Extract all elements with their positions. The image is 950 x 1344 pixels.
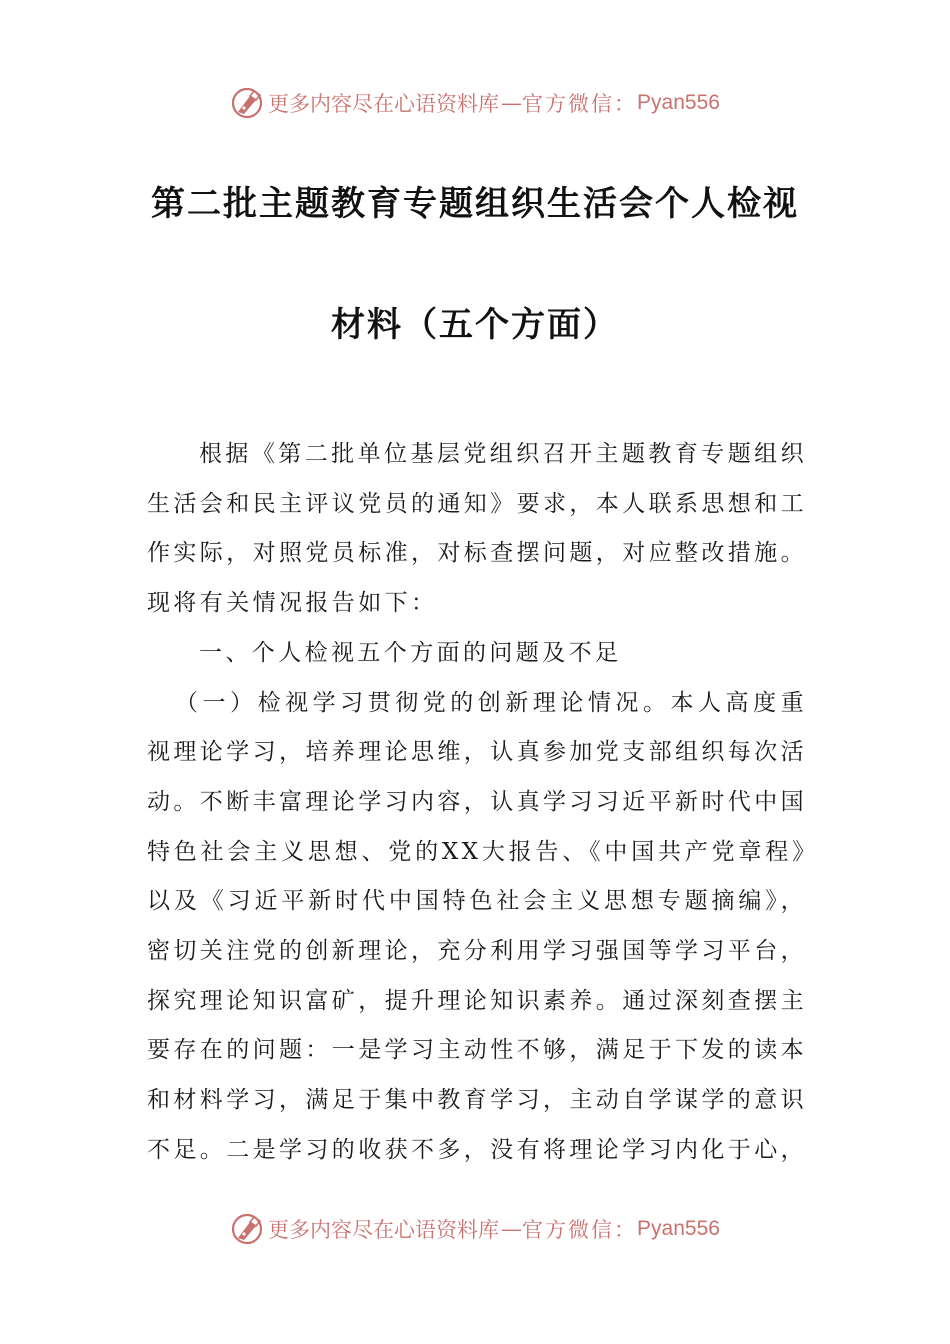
watermark-brand: 更多内容尽在心语资料库	[268, 92, 500, 116]
paragraph-intro: 根据《第二批单位基层党组织召开主题教育专题组织生活会和民主评议党员的通知》要求，本人联系思想和工作实际，对照党员标准，对标查摆问题，对应整改措施。现将有关情况报告如下：	[147, 441, 807, 617]
document-body	[147, 430, 807, 1176]
paragraph-section-1-1: （一）检视学习贯彻党的创新理论情况。本人高度重视理论学习，培养理论思维，认真参加党支部组织每次活动。不断丰富理论学习内容，认真学习习近平新时代中国特色社会主义思想、党的XX大报告、《中国共产党章程》以及《习近平新时代中国特色社会主义思想专题摘编》，密切关注党的创新理论，充分利用学习强国等学习平台，探究理论知识富矿，提升理论知识素养。通过深刻查摆主要存在的问题：一是学习主动性不够，满足于下发的读本和材料学习，满足于集中教育学习，主动自学谋学的意识不足。二是学习的收获不多，没有将理论学习内化于心，	[147, 689, 807, 1163]
document-title-line-2: 材料（五个方面）	[331, 305, 619, 345]
watermark-official-label: 官方微信：	[522, 92, 638, 116]
section-heading-1: 一、个人检视五个方面的问题及不足	[199, 639, 622, 666]
watermark-separator: —	[501, 91, 521, 115]
pen-nib-circle-icon	[230, 86, 264, 120]
watermark-wechat-id: Pyan556	[637, 1217, 720, 1240]
watermark-wechat-id: Pyan556	[637, 91, 720, 114]
watermark-brand: 更多内容尽在心语资料库	[268, 1218, 500, 1242]
document-title-line-1: 第二批主题教育专题组织生活会个人检视	[151, 184, 799, 224]
watermark-banner-top	[0, 83, 950, 123]
watermark-official-label: 官方微信：	[522, 1218, 638, 1242]
watermark-separator: —	[501, 1217, 521, 1241]
watermark-banner-bottom	[0, 1209, 950, 1249]
pen-nib-circle-icon	[230, 1212, 264, 1246]
